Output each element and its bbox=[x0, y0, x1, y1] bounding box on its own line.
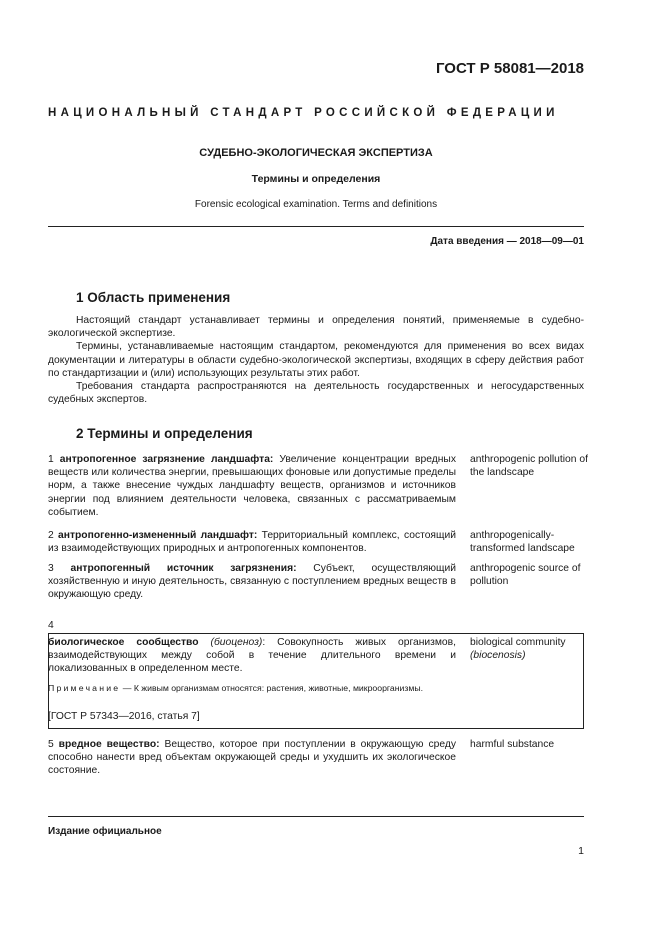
section-2-heading: 2 Термины и определения bbox=[76, 426, 253, 441]
term-entry-2 bbox=[48, 529, 456, 555]
term-entry-4: биологическое сообщество (биоценоз): Совокупность живых организмов, взаимодействующих между собой в течение длительного времени и локализованных в определенном месте. bbox=[48, 637, 456, 675]
term-entry-3 bbox=[48, 562, 456, 602]
note-label: Примечание bbox=[48, 683, 121, 693]
paragraph: Настоящий стандарт устанавливает термины и определения понятий, применяемые в судебно-экологической экспертизе. bbox=[48, 315, 584, 340]
english-synonym: (biocenosis) bbox=[470, 650, 526, 662]
section-1-body bbox=[48, 314, 584, 406]
english-title: Forensic ecological examination. Terms and definitions bbox=[194, 199, 438, 210]
term-reference: [ГОСТ Р 57343—2016, статья 7] bbox=[48, 711, 200, 722]
paragraph: Термины, устанавливаемые настоящим стандартом, рекомендуются для применения во всех видах документации и литературы в области судебно-экологической экспертизы, входящих в сферу действия работ по стандартизации и (или) использующих результаты этих работ. bbox=[48, 341, 584, 379]
term-definition: Совокупность живых организмов, взаимодействующих между собой в течение длительного времени и локализованных в определенном месте. bbox=[48, 637, 456, 675]
term-name: биологическое сообщество bbox=[48, 637, 199, 648]
term-entry-1 bbox=[48, 453, 456, 519]
term-note bbox=[48, 683, 456, 695]
term-entry-5 bbox=[48, 738, 456, 778]
term-number: 5 bbox=[48, 739, 54, 750]
term-name: антропогенный источник загрязнения: bbox=[70, 563, 297, 574]
section-1-heading: 1 Область применения bbox=[76, 290, 231, 305]
term-english-2: anthropogenically-transformed landscape bbox=[470, 530, 575, 555]
term-definition: Субъект, осуществляющий хозяйственную и иную деятельность, связанную с поступлением вредных веществ в окружающую среду. bbox=[48, 563, 456, 601]
term-synonym: (биоценоз) bbox=[210, 637, 263, 648]
document-number: ГОСТ Р 58081—2018 bbox=[435, 60, 584, 77]
term-english-3: anthropogenic source of pollution bbox=[470, 563, 581, 588]
term-name: вредное вещество: bbox=[58, 739, 160, 750]
term-name: антропогенное загрязнение ландшафта: bbox=[59, 454, 274, 465]
term-number: 2 bbox=[48, 530, 54, 541]
term-number: 1 bbox=[48, 454, 54, 465]
footer-divider bbox=[48, 816, 584, 817]
introduction-date: Дата введения — 2018—09—01 bbox=[430, 236, 584, 247]
english-term: biological community bbox=[470, 637, 566, 648]
paragraph: Требования стандарта распространяются на деятельность государственных и негосударственных судебных экспертов. bbox=[48, 381, 584, 406]
term-english-5: harmful substance bbox=[470, 739, 555, 750]
term-name: антропогенно-измененный ландшафт: bbox=[58, 530, 258, 541]
page-number: 1 bbox=[578, 845, 584, 857]
term-number-4: 4 bbox=[48, 620, 54, 631]
header-divider bbox=[48, 226, 584, 227]
standard-type-heading: НАЦИОНАЛЬНЫЙ СТАНДАРТ РОССИЙСКОЙ ФЕДЕРАЦИИ bbox=[48, 107, 559, 119]
term-definition: Увеличение концентрации вредных веществ или количества энергии, превышающих фоновые или допустимые пределы норм, а также внесение чуждых ландшафту веществ, организмов и источников энергии под влиянием деятельности человека, связанных с рассматриваемым событием. bbox=[48, 454, 456, 518]
note-text: — К живым организмам относятся: растения, животные, микроорганизмы. bbox=[122, 683, 423, 693]
term-english-1: anthropogenic pollution of the landscape bbox=[470, 454, 588, 479]
term-definition: Территориальный комплекс, состоящий из взаимодействующих природных и антропогенных компонентов. bbox=[48, 530, 456, 555]
term-english-4 bbox=[470, 636, 588, 662]
term-number: 3 bbox=[48, 563, 54, 574]
official-edition-label: Издание официальное bbox=[48, 826, 162, 837]
term-definition: Вещество, которое при поступлении в окружающую среду способно нанести вред объектам окружающей среды и ухудшить их экологическое состояние. bbox=[48, 739, 456, 777]
document-title: СУДЕБНО-ЭКОЛОГИЧЕСКАЯ ЭКСПЕРТИЗА bbox=[199, 147, 433, 159]
document-subtitle: Термины и определения bbox=[251, 173, 381, 185]
